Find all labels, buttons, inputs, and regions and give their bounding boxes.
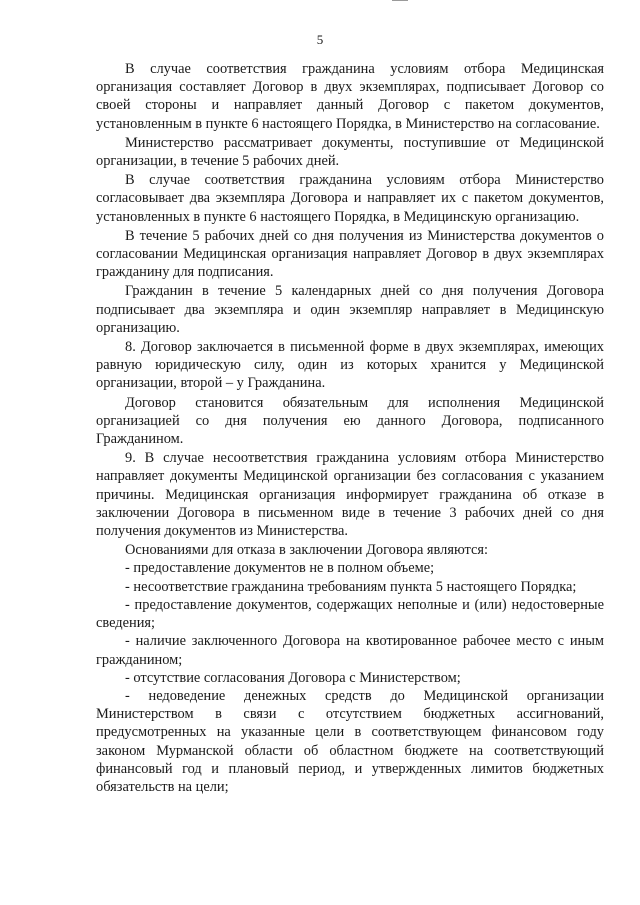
paragraph-ministry-approval: В случае соответствия гражданина условиям отбора Министерство согласовывает два экземпляра Договора и направляет их с пакетом документов, установленных в пункте 6 настоящего Порядка, в Медицинскую организацию. bbox=[96, 172, 604, 225]
paragraph-citizen-signing: Гражданин в течение 5 календарных дней со дня получения Договора подписывает два экземпляра и один экземпляр направляет в Медицинскую организацию. bbox=[96, 283, 604, 336]
paragraph-ministry-review: Министерство рассматривает документы, поступившие от Медицинской организации, в течение 5 рабочих дней. bbox=[96, 134, 604, 170]
paragraph-send-to-citizen: В течение 5 рабочих дней со дня получения из Министерства документов о согласовании Медицинская организация направляет Договор в двух экземплярах гражданину для подписания. bbox=[96, 227, 604, 281]
list-item-no-funding: - недоведение денежных средств до Медицинской организации Министерством в связи с отсутствием бюджетных ассигнований, предусмотренных на указанные цели в соответствующем финансовом году законом Мурманской области об областном бюджете на соответствующий финансовый год и плановый период, и утвержденных лимитов бюджетных обязательств на цели; bbox=[96, 687, 604, 795]
list-item-false-information: - предоставление документов, содержащих неполные и (или) недостоверные сведения; bbox=[96, 596, 604, 632]
list-item-no-approval: - отсутствие согласования Договора с Министерством; bbox=[125, 669, 461, 686]
page-number: 5 bbox=[316, 32, 324, 47]
paragraph-refusal-grounds-heading: Основаниями для отказа в заключении Договора являются: bbox=[125, 542, 488, 559]
list-item-requirements-mismatch: - несоответствие гражданина требованиям пункта 5 настоящего Порядка; bbox=[125, 578, 577, 595]
scan-artifact-line bbox=[392, 0, 408, 1]
document-body bbox=[96, 60, 604, 796]
list-item-incomplete-documents: - предоставление документов не в полном объеме; bbox=[125, 560, 435, 577]
paragraph-item-9: 9. В случае несоответствия гражданина условиям отбора Министерство направляет документы Медицинской организации без согласования с указанием причины. Медицинская организация информирует гражданина об отказе в заключении Договора в письменном виде в течение 3 рабочих дней со дня получения документов из Министерства. bbox=[96, 450, 604, 540]
paragraph-contract-preparation: В случае соответствия гражданина условиям отбора Медицинская организация составляет Договор в двух экземплярах, подписывает Договор со своей стороны и направляет данный Договор с пакетом документов, установленным в пункте 6 настоящего Порядка, в Министерство на согласование. bbox=[96, 61, 604, 132]
paragraph-contract-binding: Договор становится обязательным для исполнения Медицинской организацией со дня получения ею данного Договора, подписанного Гражданином. bbox=[96, 394, 604, 448]
list-item-existing-contract: - наличие заключенного Договора на квотированное рабочее место с иным гражданином; bbox=[96, 633, 604, 668]
paragraph-item-8: 8. Договор заключается в письменной форме в двух экземплярах, имеющих равную юридическую силу, один из которых хранится у Медицинской организации, второй – у Гражданина. bbox=[96, 339, 604, 392]
